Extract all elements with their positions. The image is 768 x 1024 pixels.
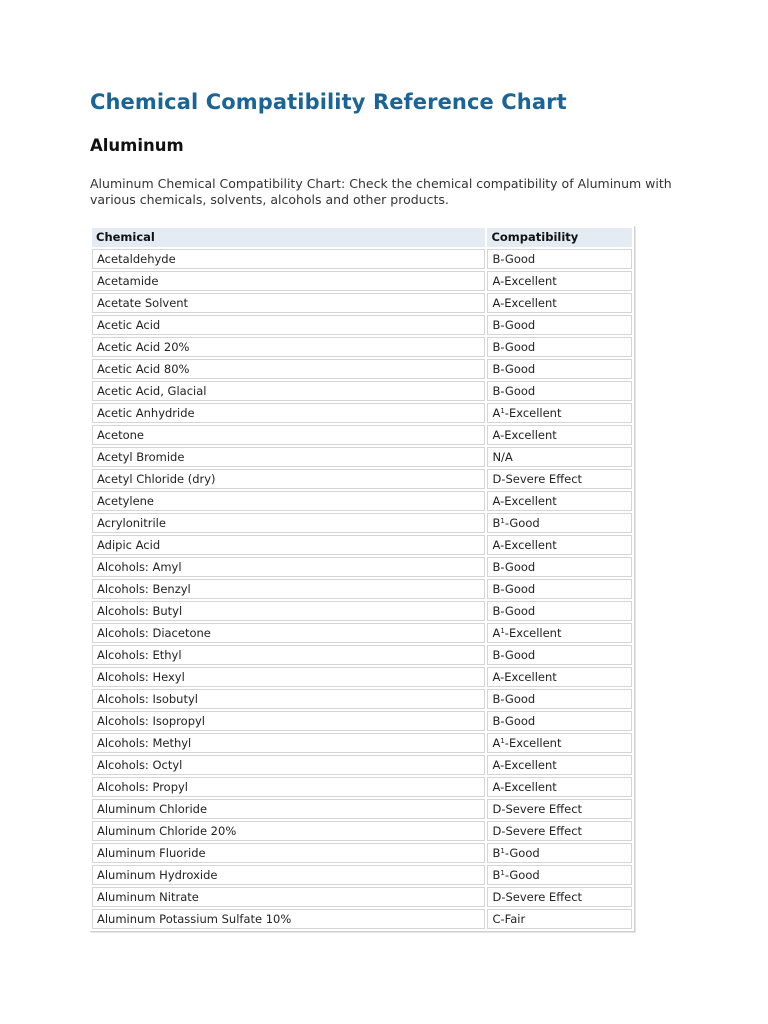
rating-letter: B — [492, 560, 501, 574]
table-row — [92, 843, 632, 863]
rating-letter: B — [492, 384, 501, 398]
table-row — [92, 381, 632, 401]
compatibility-cell: B-Good — [487, 249, 632, 269]
rating-letter: A — [492, 736, 501, 750]
compatibility-cell: A-Excellent — [487, 293, 632, 313]
chemical-cell: Acetate Solvent — [92, 293, 485, 313]
compatibility-cell: B-Good — [487, 359, 632, 379]
rating-letter: B — [492, 714, 501, 728]
rating-label: Good — [504, 362, 536, 376]
rating-label: Excellent — [508, 406, 562, 420]
chemical-cell: Aluminum Nitrate — [92, 887, 485, 907]
rating-label: Good — [504, 648, 536, 662]
compatibility-cell: B-Good — [487, 315, 632, 335]
rating-label: Good — [504, 714, 536, 728]
rating-label: Excellent — [504, 780, 557, 794]
table-row — [92, 491, 632, 511]
table-row — [92, 667, 632, 687]
chemical-cell: Acetaldehyde — [92, 249, 485, 269]
rating-label: Good — [509, 868, 540, 882]
chemical-cell: Acrylonitrile — [92, 513, 485, 533]
compatibility-cell: A-Excellent — [487, 535, 632, 555]
rating-footnote-marker: 1 — [500, 847, 505, 855]
chemical-cell: Aluminum Chloride — [92, 799, 485, 819]
compatibility-cell: B-Good — [487, 579, 632, 599]
chemical-cell: Acetic Acid — [92, 315, 485, 335]
rating-footnote-marker: 1 — [500, 627, 505, 635]
compatibility-cell: A-Excellent — [487, 755, 632, 775]
compatibility-cell: $B^1$-Good — [487, 865, 632, 885]
rating-label: Excellent — [504, 296, 557, 310]
table-row — [92, 865, 632, 885]
table-row — [92, 271, 632, 291]
compatibility-cell: A-Excellent — [487, 425, 632, 445]
rating-label: Good — [504, 604, 536, 618]
rating-letter: A — [492, 406, 501, 420]
rating-label: Excellent — [504, 758, 557, 772]
rating-label: Excellent — [504, 428, 557, 442]
chemical-cell: Acetic Acid 80% — [92, 359, 485, 379]
rating-letter: B — [492, 582, 501, 596]
rating-label: Good — [504, 318, 536, 332]
table-row — [92, 469, 632, 489]
rating-footnote-marker: 1 — [500, 517, 505, 525]
compatibility-cell: D-Severe Effect — [487, 799, 632, 819]
rating-letter: B — [492, 340, 501, 354]
table-row — [92, 799, 632, 819]
compatibility-cell: A-Excellent — [487, 491, 632, 511]
table-row — [92, 359, 632, 379]
section-title: Aluminum — [90, 136, 184, 155]
rating-letter: D — [492, 472, 502, 486]
column-header-compatibility: Compatibility — [487, 228, 632, 247]
chemical-cell: Acetic Acid 20% — [92, 337, 485, 357]
chemical-cell: Acetylene — [92, 491, 485, 511]
rating-letter: A — [492, 626, 501, 640]
compatibility-cell: D-Severe Effect — [487, 821, 632, 841]
chemical-cell: Adipic Acid — [92, 535, 485, 555]
table-row — [92, 645, 632, 665]
rating-label: Excellent — [508, 626, 562, 640]
compatibility-cell: $A^1$-Excellent — [487, 733, 632, 753]
rating-letter: D — [492, 802, 502, 816]
rating-letter: A — [492, 538, 501, 552]
rating-label: Severe Effect — [505, 890, 583, 904]
rating-label: Good — [504, 340, 536, 354]
rating-letter: N/A — [492, 450, 513, 464]
chemical-cell: Acetyl Chloride (dry) — [92, 469, 485, 489]
rating-letter: B — [492, 516, 501, 530]
rating-label: Excellent — [504, 274, 557, 288]
page-title: Chemical Compatibility Reference Chart — [90, 90, 567, 114]
rating-label: Excellent — [508, 736, 562, 750]
chemical-cell: Acetic Acid, Glacial — [92, 381, 485, 401]
rating-label: Excellent — [504, 494, 557, 508]
rating-letter: B — [492, 252, 501, 266]
table-row — [92, 821, 632, 841]
rating-letter: A — [492, 428, 501, 442]
rating-letter: B — [492, 692, 501, 706]
table-row — [92, 293, 632, 313]
table-row — [92, 623, 632, 643]
rating-label: Severe Effect — [505, 824, 583, 838]
rating-label: Good — [504, 384, 536, 398]
rating-label: Good — [504, 692, 536, 706]
table-row — [92, 249, 632, 269]
rating-label: Good — [504, 252, 536, 266]
chemical-cell: Aluminum Hydroxide — [92, 865, 485, 885]
rating-label: Severe Effect — [505, 802, 583, 816]
rating-letter: B — [492, 648, 501, 662]
compatibility-cell: B-Good — [487, 645, 632, 665]
chemical-cell: Alcohols: Isobutyl — [92, 689, 485, 709]
table-row — [92, 887, 632, 907]
compatibility-cell: B-Good — [487, 381, 632, 401]
chemical-cell: Alcohols: Octyl — [92, 755, 485, 775]
rating-label: Good — [509, 516, 540, 530]
chemical-cell: Alcohols: Diacetone — [92, 623, 485, 643]
compatibility-cell: A-Excellent — [487, 777, 632, 797]
table-row — [92, 777, 632, 797]
compatibility-cell: $A^1$-Excellent — [487, 623, 632, 643]
rating-label: Severe Effect — [505, 472, 583, 486]
table-row — [92, 425, 632, 445]
compatibility-cell: B-Good — [487, 689, 632, 709]
compatibility-cell: B-Good — [487, 711, 632, 731]
table-row — [92, 689, 632, 709]
rating-footnote-marker: 1 — [500, 407, 505, 415]
compatibility-cell: B-Good — [487, 337, 632, 357]
rating-letter: A — [492, 758, 501, 772]
table-row — [92, 513, 632, 533]
rating-label: Good — [504, 560, 536, 574]
chemical-cell: Alcohols: Methyl — [92, 733, 485, 753]
rating-letter: A — [492, 274, 501, 288]
compatibility-table — [90, 226, 634, 931]
rating-label: Excellent — [504, 670, 557, 684]
rating-letter: C — [492, 912, 501, 926]
table-row — [92, 711, 632, 731]
rating-letter: B — [492, 362, 501, 376]
table-header-row — [92, 228, 632, 247]
table-row — [92, 557, 632, 577]
intro-paragraph: Aluminum Chemical Compatibility Chart: Check the chemical compatibility of Aluminum with various chemicals, solvents, alcohols and other products. — [90, 176, 672, 207]
compatibility-cell: D-Severe Effect — [487, 887, 632, 907]
table-row — [92, 403, 632, 423]
column-header-chemical: Chemical — [92, 228, 485, 247]
compatibility-cell: $B^1$-Good — [487, 513, 632, 533]
table-row — [92, 733, 632, 753]
compatibility-cell: D-Severe Effect — [487, 469, 632, 489]
compatibility-cell — [487, 447, 632, 467]
rating-label: Good — [509, 846, 540, 860]
chemical-cell: Alcohols: Benzyl — [92, 579, 485, 599]
rating-letter: A — [492, 296, 501, 310]
rating-letter: B — [492, 318, 501, 332]
compatibility-cell: $A^1$-Excellent — [487, 403, 632, 423]
rating-letter: D — [492, 824, 502, 838]
table-body — [92, 249, 632, 929]
chemical-cell: Acetic Anhydride — [92, 403, 485, 423]
chemical-cell: Alcohols: Hexyl — [92, 667, 485, 687]
rating-letter: B — [492, 868, 501, 882]
chemical-cell: Acetone — [92, 425, 485, 445]
chemical-cell: Acetamide — [92, 271, 485, 291]
table-row — [92, 579, 632, 599]
compatibility-cell: C-Fair — [487, 909, 632, 929]
chemical-cell: Aluminum Potassium Sulfate 10% — [92, 909, 485, 929]
chemical-cell: Alcohols: Amyl — [92, 557, 485, 577]
rating-letter: A — [492, 780, 501, 794]
table-row — [92, 909, 632, 929]
chemical-cell: Acetyl Bromide — [92, 447, 485, 467]
compatibility-cell: A-Excellent — [487, 271, 632, 291]
compatibility-cell: B-Good — [487, 557, 632, 577]
rating-letter: D — [492, 890, 502, 904]
compatibility-cell: B-Good — [487, 601, 632, 621]
table-row — [92, 601, 632, 621]
rating-label: Fair — [504, 912, 526, 926]
rating-label: Excellent — [504, 538, 557, 552]
table-row — [92, 535, 632, 555]
table-row — [92, 315, 632, 335]
chemical-cell: Alcohols: Butyl — [92, 601, 485, 621]
chemical-cell: Alcohols: Isopropyl — [92, 711, 485, 731]
rating-letter: B — [492, 846, 501, 860]
rating-footnote-marker: 1 — [500, 737, 505, 745]
rating-letter: B — [492, 604, 501, 618]
rating-letter: A — [492, 494, 501, 508]
chemical-cell: Alcohols: Ethyl — [92, 645, 485, 665]
compatibility-cell: A-Excellent — [487, 667, 632, 687]
table-row — [92, 337, 632, 357]
chemical-cell: Aluminum Chloride 20% — [92, 821, 485, 841]
rating-letter: A — [492, 670, 501, 684]
chemical-cell: Alcohols: Propyl — [92, 777, 485, 797]
chemical-cell: Aluminum Fluoride — [92, 843, 485, 863]
rating-label: Good — [504, 582, 536, 596]
table-row — [92, 755, 632, 775]
rating-footnote-marker: 1 — [500, 869, 505, 877]
table-row — [92, 447, 632, 467]
compatibility-table-container — [90, 226, 635, 932]
compatibility-cell: $B^1$-Good — [487, 843, 632, 863]
